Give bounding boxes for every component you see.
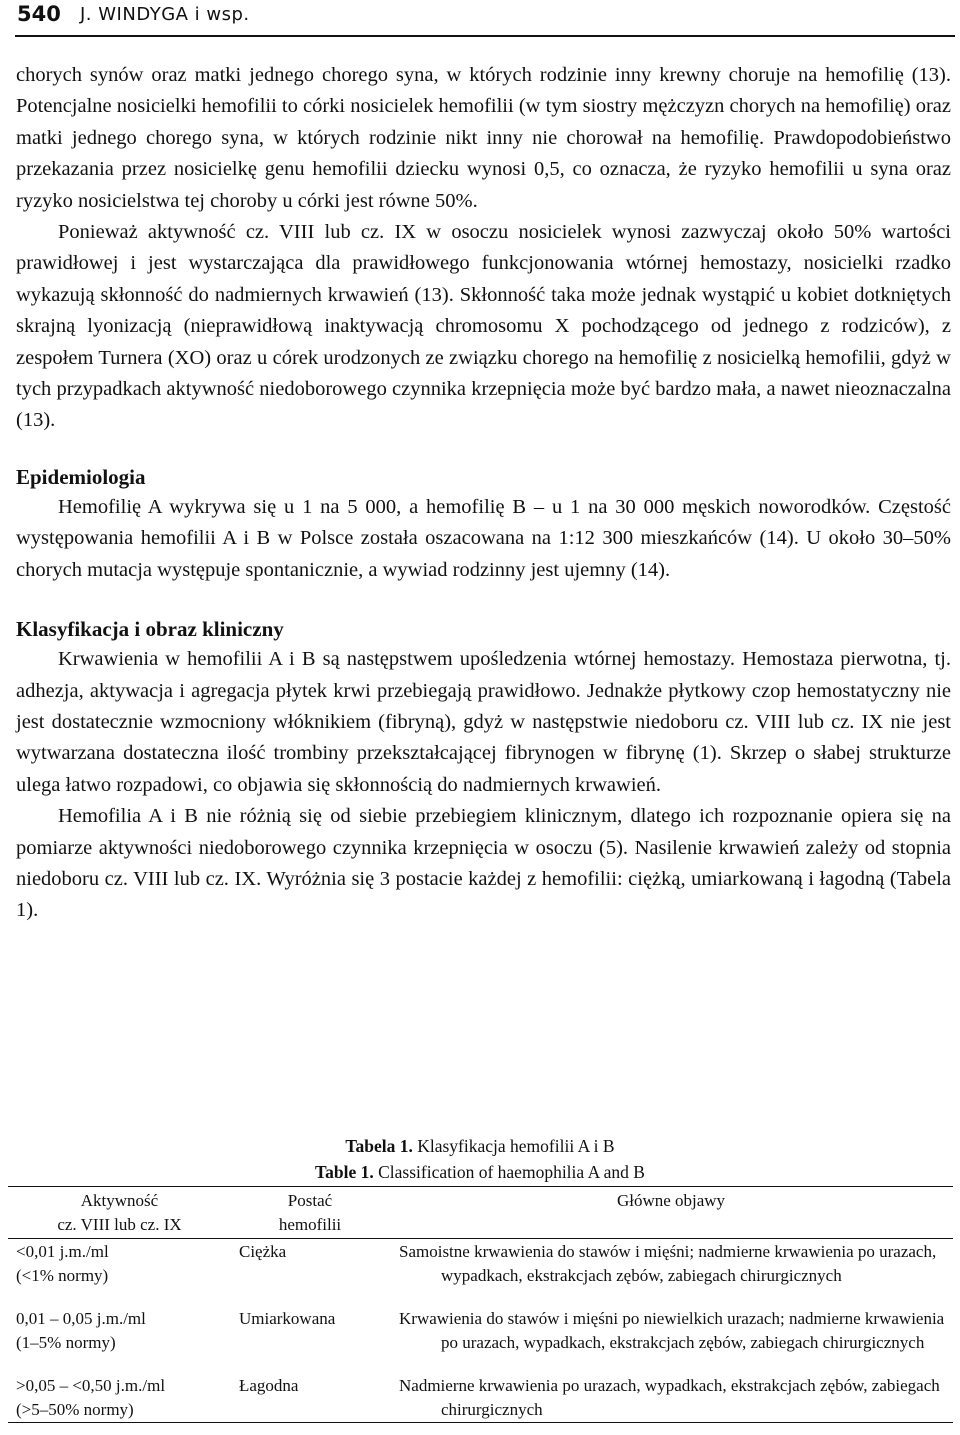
cell-form: Ciężka (239, 1242, 287, 1261)
classification-section (16, 614, 951, 927)
cell-symptoms (389, 1239, 953, 1307)
page-header (15, 0, 955, 40)
header-form (231, 1187, 389, 1239)
table-caption-en-text: Classification of haemophilia A and B (378, 1162, 645, 1182)
header-rule (15, 35, 955, 37)
cell-activity (8, 1239, 231, 1307)
header-form-line2: hemofilii (278, 1215, 342, 1234)
header-activity-line1: Aktywność (80, 1191, 159, 1210)
classification-table (8, 1186, 953, 1423)
header-symptoms (389, 1187, 953, 1239)
header-activity-line2: cz. VIII lub cz. IX (57, 1215, 182, 1234)
table-caption-pl (0, 1133, 960, 1159)
classification-paragraph-2: Hemofilia A i B nie różnią się od siebie przebiegiem klinicznym, dlatego ich rozpoznanie opiera się na pomiarze aktywności niedoborowego czynnika krzepnięcia w osoczu (5). Nasilenie krwawień zależy od stopnia niedoboru cz. VIII lub cz. IX. Wyróżnia się 3 postacie każdej z hemofilii: ciężką, umiarkowaną i łagodną (Tabela 1). (16, 805, 951, 922)
table-caption-pl-label: Tabela 1. (345, 1136, 413, 1156)
table-header-row (8, 1187, 953, 1239)
table-caption-pl-text: Klasyfikacja hemofilii A i B (417, 1136, 615, 1156)
activity-value: >0,05 – <0,50 j.m./ml (16, 1376, 166, 1395)
cell-symptoms (389, 1306, 953, 1373)
symptoms-text: Nadmierne krwawienia po urazach, wypadkach, ekstrakcjach zębów, zabiegach chirurgicznych (399, 1376, 940, 1419)
table-caption-en (0, 1159, 960, 1185)
running-head: J. WINDYGA i wsp. (80, 4, 250, 25)
epidemiology-section (16, 462, 951, 586)
classification-paragraph-1: Krwawienia w hemofilii A i B są następstwem upośledzenia wtórnej hemostazy. Hemostaza pierwotna, tj. adhezja, aktywacja i agregacja płytek krwi przebiegają prawidłowo. Jednakże płytkowy czop hemostatyczny nie jest dostatecznie wzmocniony włóknikiem (fibryną), gdyż w następstwie niedoboru cz. VIII lub cz. IX nie jest wytwarzana dostateczna ilość trombiny przekształcającej fibrynogen w fibrynę (1). Skrzep o słabej strukturze ulega łatwo rozpadowi, co objawia się skłonnością do nadmiernych krwawień. (16, 648, 951, 796)
cell-symptoms (389, 1373, 953, 1423)
epidemiology-paragraph: Hemofilię A wykrywa się u 1 na 5 000, a hemofilię B – u 1 na 30 000 męskich noworodków. Częstość występowania hemofilii A i B w Polsce została oszacowana na 1:12 300 mieszkańców (14). U około 30–50% chorych mutacja występuje spontanicznie, a wywiad rodzinny jest ujemny (14). (16, 495, 951, 581)
intro-paragraph: chorych synów oraz matki jednego chorego syna, w których rodzinie inny krewny choruje na hemofilię (13). Potencjalne nosicielki hemofilii to córki nosicielek hemofilii (w tym siostry mężczyzn chorych na hemofilię) oraz matki jednego chorego syna, w których rodzinie nikt inny nie chorował na hemofilię. Prawdopodobieństwo przekazania przez nosicielkę genu hemofilii dziecku wynosi 0,5, co oznacza, że ryzyko hemofilii u syna oraz ryzyko nosicielstwa tej choroby u córki jest równe 50%. (16, 64, 951, 212)
page-number: 540 (17, 2, 61, 26)
activity-percent: (>5–50% normy) (16, 1400, 134, 1419)
article-body (16, 60, 951, 927)
cell-form: Łagodna (231, 1373, 389, 1423)
activity-percent: (1–5% normy) (16, 1333, 116, 1352)
activity-value: 0,01 – 0,05 j.m./ml (16, 1309, 146, 1328)
table-caption-en-label: Table 1. (315, 1162, 374, 1182)
table-row (8, 1373, 953, 1423)
epidemiology-heading: Epidemiologia (16, 464, 146, 489)
table-row (8, 1239, 953, 1307)
symptoms-text: Samoistne krwawienia do stawów i mięśni; nadmierne krwawienia po urazach, wypadkach, ekstrakcjach zębów, zabiegach chirurgicznych (399, 1242, 937, 1285)
cell-activity (8, 1373, 231, 1423)
symptoms-text: Krwawienia do stawów i mięśni po niewielkich urazach; nadmierne krwawienia po urazach, wypadkach, ekstrakcjach zębów, zabiegach chirurgicznych (399, 1309, 945, 1352)
header-activity (8, 1187, 231, 1239)
header-form-line1: Postać (287, 1191, 333, 1210)
cell-activity (8, 1306, 231, 1373)
activity-percent: (<1% normy) (16, 1266, 109, 1285)
classification-heading: Klasyfikacja i obraz kliniczny (16, 617, 284, 642)
header-symptoms-text: Główne objawy (616, 1191, 726, 1210)
carrier-paragraph: Ponieważ aktywność cz. VIII lub cz. IX w osoczu nosicielek wynosi zazwyczaj około 50% wartości prawidłowej i jest wystarczająca dla prawidłowego funkcjonowania wtórnej hemostazy, nosicielki rzadko wykazują skłonność do nadmiernych krwawień (13). Skłonność taka może jednak wystąpić u kobiet dotkniętych skrajną lyonizacją (nieprawidłową inaktywacją chromosomu X pochodzącego od jednego z rodziców), z zespołem Turnera (XO) oraz u córek urodzonych ze związku chorego na hemofilię z nosicielką hemofilii, gdyż w tych przypadkach aktywność niedoborowego czynnika krzepnięcia może być bardzo mała, a nawet nieoznaczalna (13). (16, 221, 951, 432)
cell-form: Umiarkowana (239, 1309, 336, 1328)
activity-value: <0,01 j.m./ml (16, 1242, 109, 1261)
table-row (8, 1306, 953, 1373)
